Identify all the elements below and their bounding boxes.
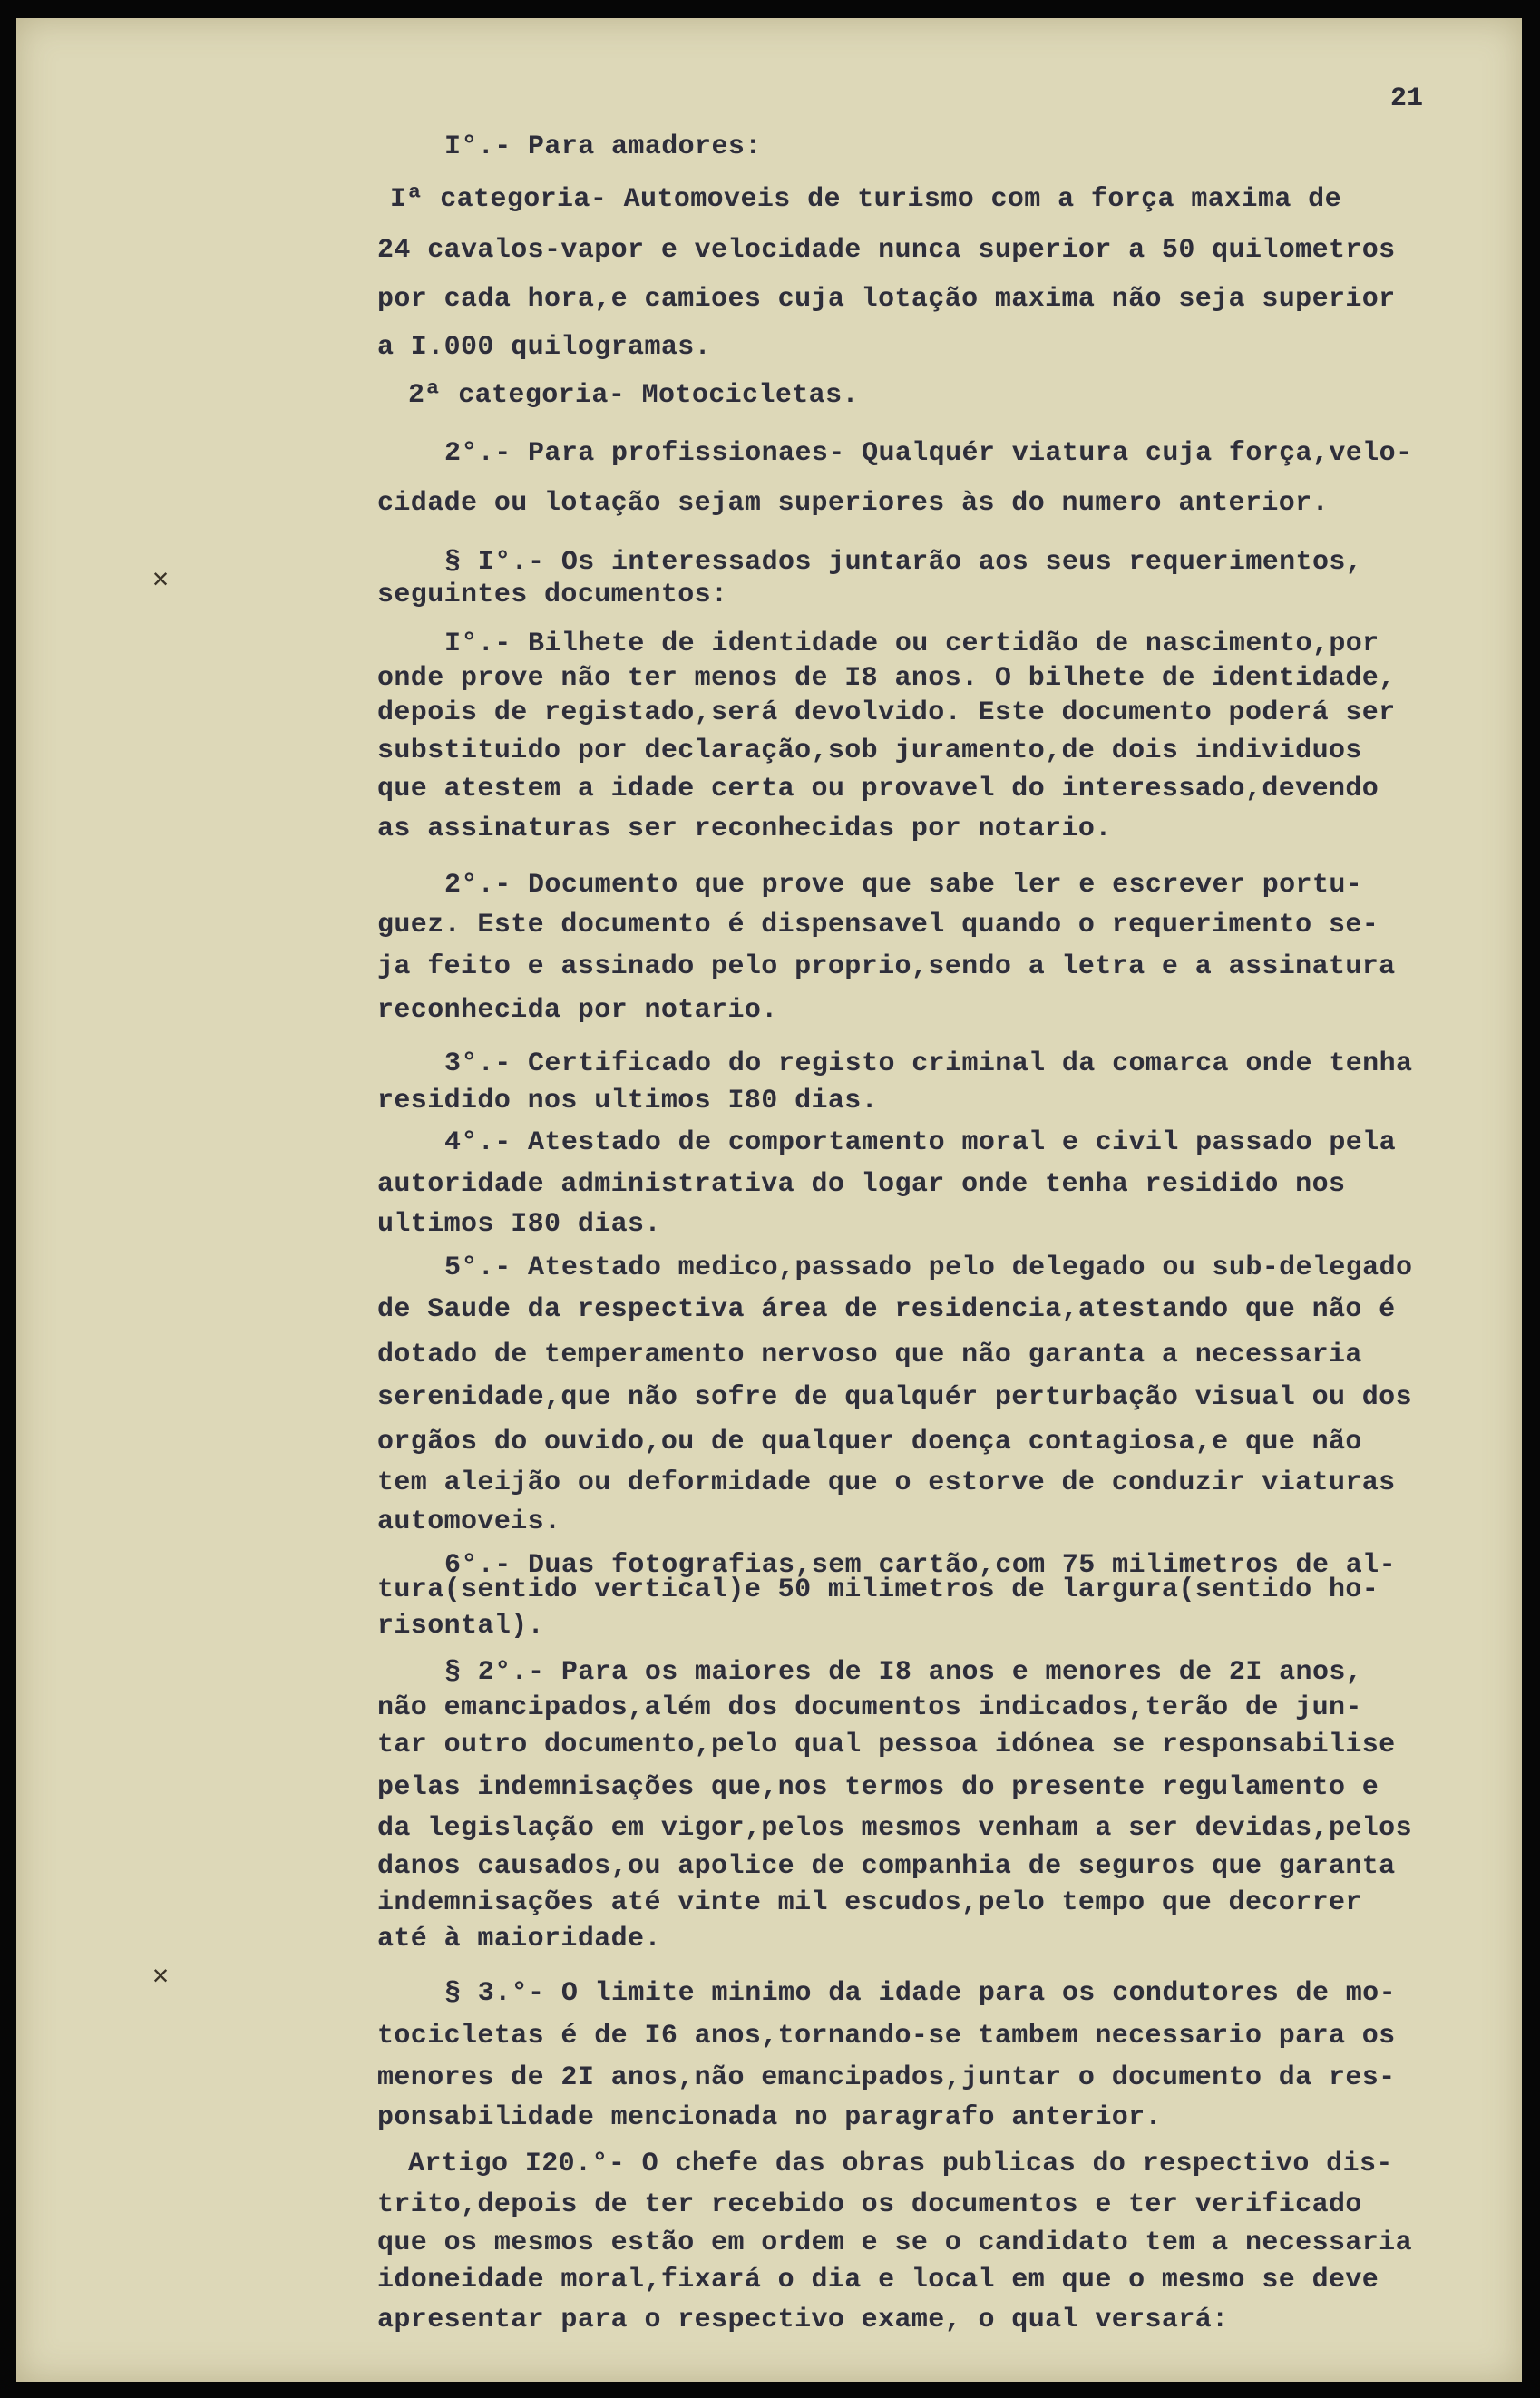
text-line: risontal).	[377, 1611, 545, 1642]
text-line: orgãos do ouvido,ou de qualquer doença contagiosa,e que não	[377, 1427, 1362, 1457]
text-line: não emancipados,além dos documentos indicados,terão de jun-	[377, 1692, 1362, 1723]
text-line: automoveis.	[377, 1506, 561, 1537]
text-line: ultimos I80 dias.	[377, 1209, 661, 1240]
text-line: tem aleijão ou deformidade que o estorve de conduzir viaturas	[377, 1467, 1396, 1498]
text-line: apresentar para o respectivo exame, o qual versará:	[377, 2305, 1229, 2335]
text-line: da legislação em vigor,pelos mesmos venham a ser devidas,pelos	[377, 1813, 1412, 1844]
text-line: substituido por declaração,sob juramento,de dois individuos	[377, 736, 1362, 766]
text-line: dotado de temperamento nervoso que não garanta a necessaria	[377, 1340, 1362, 1370]
text-line: ponsabilidade mencionada no paragrafo anterior.	[377, 2102, 1162, 2133]
text-line: depois de registado,será devolvido. Este documento poderá ser	[377, 697, 1396, 728]
text-line: danos causados,ou apolice de companhia de seguros que garanta	[377, 1851, 1396, 1882]
text-line: ja feito e assinado pelo proprio,sendo a letra e a assinatura	[377, 951, 1396, 982]
text-line: 2ª categoria- Motocicletas.	[408, 380, 859, 411]
text-line: que atestem a idade certa ou provavel do interessado,devendo	[377, 774, 1379, 804]
text-line: 3°.- Certificado do registo criminal da comarca onde tenha	[444, 1048, 1413, 1079]
text-line: 2°.- Documento que prove que sabe ler e escrever portu-	[444, 870, 1363, 901]
text-line: idoneidade moral,fixará o dia e local em que o mesmo se deve	[377, 2265, 1379, 2296]
text-line: 4°.- Atestado de comportamento moral e civil passado pela	[444, 1127, 1396, 1158]
article-heading: Artigo I20.°- O chefe das obras publicas do respectivo dis-	[408, 2149, 1393, 2179]
text-line: 2°.- Para profissionaes- Qualquér viatura cuja força,velo-	[444, 438, 1413, 469]
text-line: seguintes documentos:	[377, 580, 728, 610]
text-line: cidade ou lotação sejam superiores às do numero anterior.	[377, 488, 1329, 519]
text-line: tocicletas é de I6 anos,tornando-se tambem necessario para os	[377, 2021, 1396, 2052]
text-line: serenidade,que não sofre de qualquér perturbação visual ou dos	[377, 1382, 1412, 1413]
text-line: onde prove não ter menos de I8 anos. O bilhete de identidade,	[377, 663, 1396, 694]
document-page	[16, 18, 1522, 2382]
text-line: a I.000 quilogramas.	[377, 332, 712, 363]
paragraph-heading: § 3.°- O limite minimo da idade para os condutores de mo-	[444, 1978, 1396, 2009]
text-line: residido nos ultimos I80 dias.	[377, 1086, 879, 1116]
text-line: I°.- Bilhete de identidade ou certidão de nascimento,por	[444, 629, 1379, 659]
paragraph-heading: § I°.- Os interessados juntarão aos seus requerimentos,	[444, 547, 1363, 578]
text-line: 5°.- Atestado medico,passado pelo delegado ou sub-delegado	[444, 1253, 1413, 1283]
text-line: tura(sentido vertical)e 50 milimetros de largura(sentido ho-	[377, 1574, 1379, 1605]
text-line: até à maioridade.	[377, 1924, 661, 1954]
section-heading: I°.- Para amadores:	[444, 132, 762, 162]
text-line: 24 cavalos-vapor e velocidade nunca superior a 50 quilometros	[377, 235, 1396, 266]
page-number: 21	[1390, 83, 1424, 114]
text-line: menores de 2I anos,não emancipados,juntar o documento da res-	[377, 2062, 1396, 2093]
text-line: guez. Este documento é dispensavel quando o requerimento se-	[377, 910, 1379, 941]
text-line: tar outro documento,pelo qual pessoa idónea se responsabilise	[377, 1730, 1396, 1760]
text-line: as assinaturas ser reconhecidas por notario.	[377, 814, 1112, 844]
text-line: de Saude da respectiva área de residencia,atestando que não é	[377, 1294, 1396, 1325]
text-line: trito,depois de ter recebido os documentos e ter verificado	[377, 2189, 1362, 2220]
text-line: por cada hora,e camioes cuja lotação maxima não seja superior	[377, 284, 1396, 315]
paragraph-heading: § 2°.- Para os maiores de I8 anos e menores de 2I anos,	[444, 1657, 1363, 1688]
text-line: reconhecida por notario.	[377, 995, 778, 1026]
text-line: que os mesmos estão em ordem e se o candidato tem a necessaria	[377, 2227, 1412, 2258]
punch-hole-mark-icon: ✕	[152, 565, 170, 596]
text-line: pelas indemnisações que,nos termos do presente regulamento e	[377, 1772, 1379, 1803]
punch-hole-mark-icon: ✕	[152, 1962, 170, 1993]
text-line: Iª categoria- Automoveis de turismo com a força maxima de	[390, 184, 1341, 215]
text-line: 6°.- Duas fotografias,sem cartão,com 75 milimetros de al-	[444, 1550, 1396, 1581]
text-line: indemnisações até vinte mil escudos,pelo tempo que decorrer	[377, 1887, 1362, 1918]
text-line: autoridade administrativa do logar onde tenha residido nos	[377, 1169, 1346, 1200]
